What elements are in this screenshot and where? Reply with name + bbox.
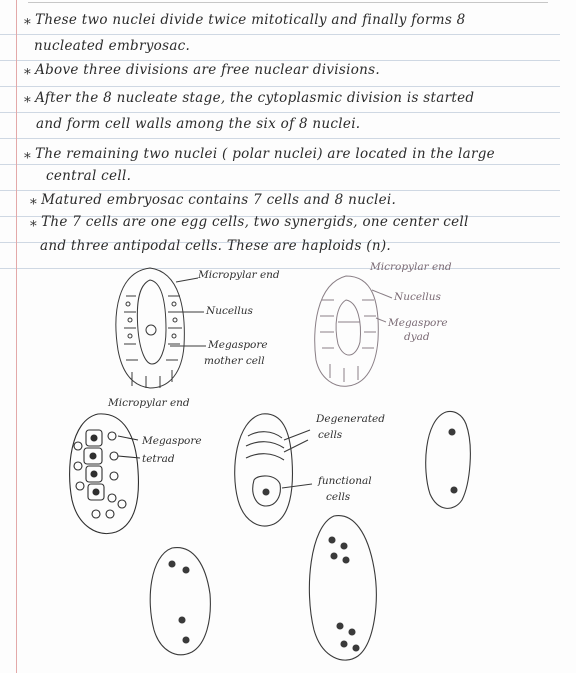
degenerating-megaspores-diagram xyxy=(235,414,312,526)
label-nucellus: Nucellus xyxy=(206,305,253,317)
ovule-mmc-diagram xyxy=(116,268,206,388)
note-text: and three antipodal cells. These are haploids (n). xyxy=(40,238,391,254)
label-megaspore: Megaspore xyxy=(208,339,268,351)
four-nucleate-embryosac-diagram xyxy=(150,548,210,655)
label-micropylar-end: Micropylar end xyxy=(198,269,280,281)
label-cells: cells xyxy=(326,491,351,503)
note-text: After the 8 nucleate stage, the cytoplasmic division is started xyxy=(35,90,475,106)
note-text: Matured embryosac contains 7 cells and 8 nuclei. xyxy=(41,192,397,208)
label-dyad: dyad xyxy=(404,331,430,343)
two-nucleate-embryosac-diagram xyxy=(426,412,471,509)
ovule-tetrad-diagram xyxy=(70,414,140,534)
bullet-icon: ⁎ xyxy=(30,192,38,208)
label-functional: functional xyxy=(318,475,372,487)
bullet-icon: ⁎ xyxy=(30,214,38,230)
note-text: nucleated embryosac. xyxy=(34,38,191,54)
label-megaspore: Megaspore xyxy=(388,317,448,329)
label-degenerated: Degenerated xyxy=(316,413,385,425)
label-micropylar-end: Micropylar end xyxy=(370,261,452,273)
ovule-dyad-diagram xyxy=(315,276,392,386)
note-text: Above three divisions are free nuclear divisions. xyxy=(35,62,380,78)
note-text: central cell. xyxy=(46,168,132,184)
bullet-icon: ⁎ xyxy=(24,90,32,106)
note-text: and form cell walls among the six of 8 nuclei. xyxy=(36,116,361,132)
label-megaspore: Megaspore xyxy=(142,435,202,447)
label-micropylar-end: Micropylar end xyxy=(108,397,190,409)
eight-nucleate-embryosac-diagram xyxy=(309,516,376,661)
label-nucellus: Nucellus xyxy=(394,291,441,303)
bullet-icon: ⁎ xyxy=(24,62,32,78)
note-text: The remaining two nuclei ( polar nuclei) are located in the large xyxy=(35,146,495,162)
note-text: These two nuclei divide twice mitotically and finally forms 8 xyxy=(35,12,466,28)
label-tetrad: tetrad xyxy=(142,453,175,465)
label-cells: cells xyxy=(318,429,343,441)
label-mother-cell: mother cell xyxy=(204,355,265,367)
note-text: The 7 cells are one egg cells, two synergids, one center cell xyxy=(41,214,469,230)
bullet-icon: ⁎ xyxy=(24,146,32,162)
bullet-icon: ⁎ xyxy=(24,12,32,28)
